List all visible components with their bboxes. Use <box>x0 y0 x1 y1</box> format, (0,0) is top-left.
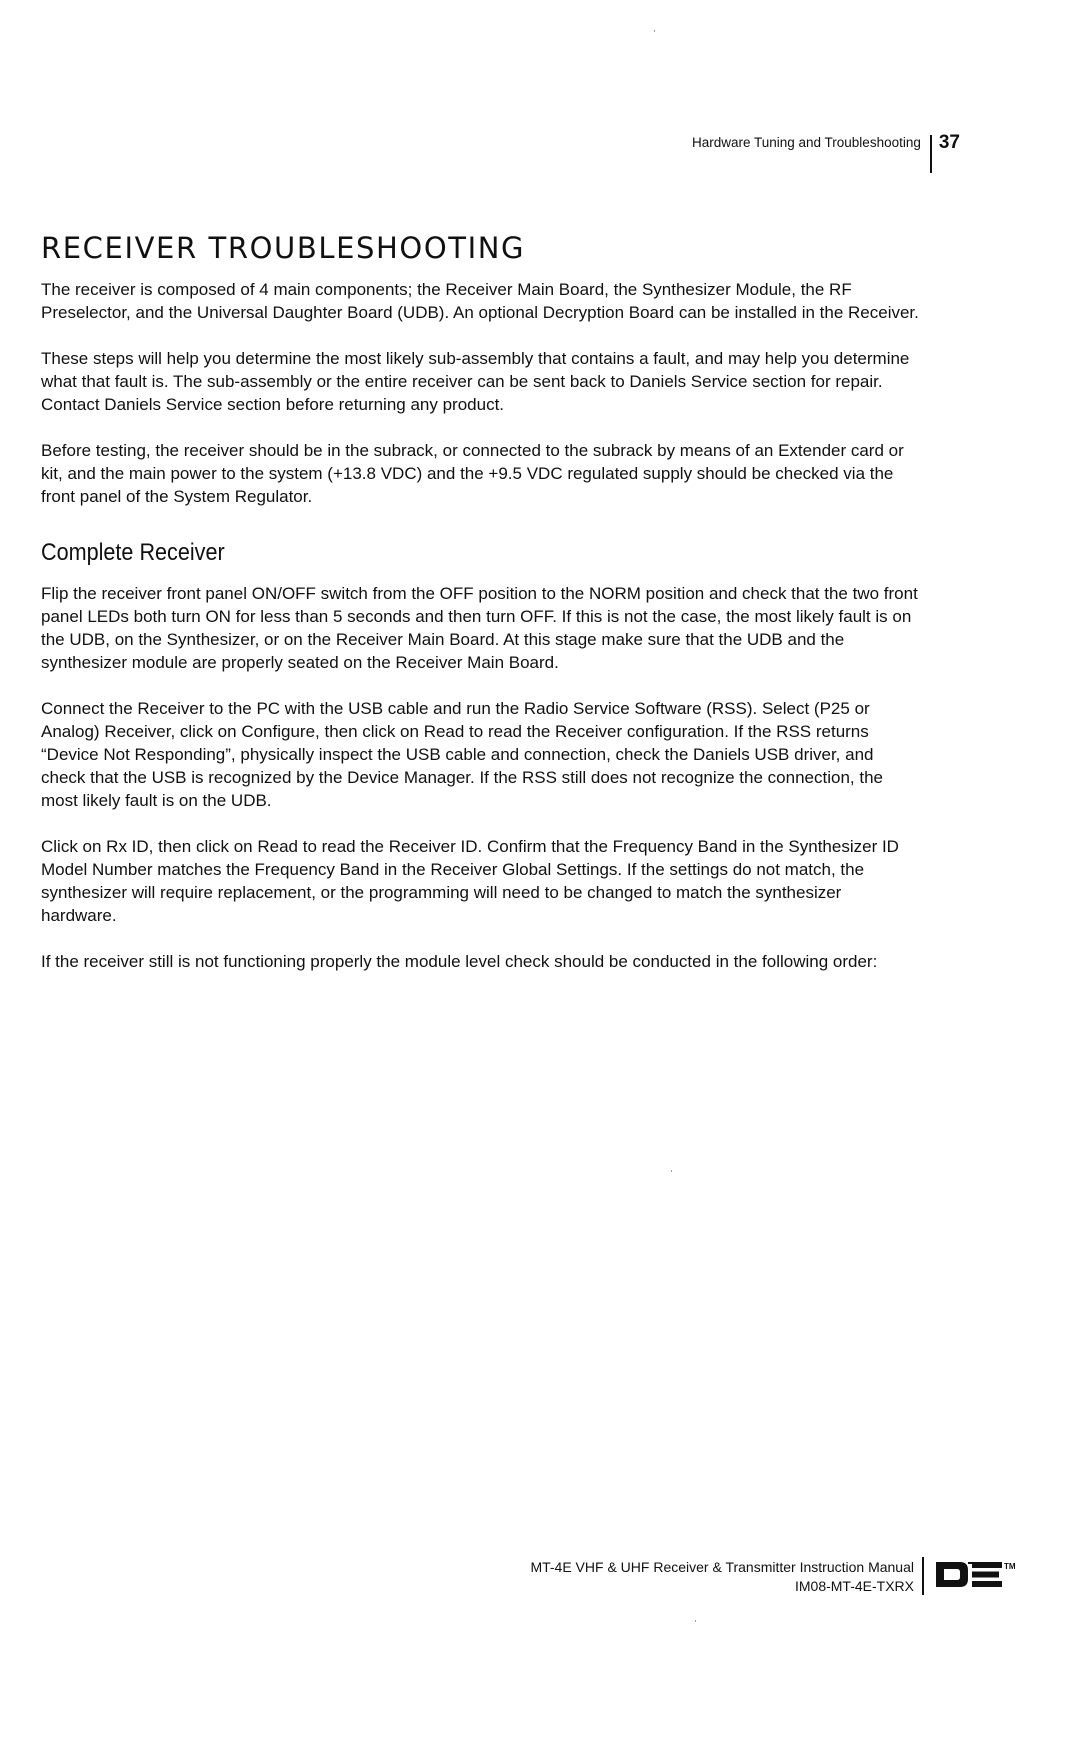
scan-speck <box>654 30 655 32</box>
header-section-name: Hardware Tuning and Troubleshooting <box>691 135 921 150</box>
footer-text <box>530 1557 922 1596</box>
daniels-logo-graphic <box>934 1561 1018 1589</box>
page-content <box>41 230 921 996</box>
intro-paragraph-2: These steps will help you determine the most likely sub-assembly that contains a fault, and may help you determine what that fault is. The sub-assembly or the entire receiver can be sent back to Daniels Service section for repair. Contact Daniels Service section before returning any product. <box>41 349 910 414</box>
footer-divider <box>922 1557 924 1595</box>
running-header <box>692 132 960 173</box>
section-paragraph-2: Connect the Receiver to the PC with the USB cable and run the Radio Service Software (RSS). Select (P25 or Analog) Receiver, click on Configure, then click on Read to read the Receiver configuration. If the RSS returns “Device Not Responding”, physically inspect the USB cable and connection, check the Daniels USB driver, and check that the USB is recognized by the Device Manager. If the RSS still does not recognize the connection, the most likely fault is on the UDB. <box>41 699 883 810</box>
intro-paragraph-1: The receiver is composed of 4 main components; the Receiver Main Board, the Synthesizer Module, the RF Preselector, and the Universal Daughter Board (UDB). An optional Decryption Board can be installed in the Receiver. <box>41 280 919 322</box>
trademark-mark: TM <box>1004 1562 1016 1571</box>
scan-speck <box>671 1170 672 1172</box>
daniels-logo-icon <box>934 1561 1018 1594</box>
page-footer <box>530 1557 1018 1596</box>
section-paragraph-4: If the receiver still is not functioning properly the module level check should be conducted in the following order: <box>41 952 878 971</box>
section-paragraph-1: Flip the receiver front panel ON/OFF switch from the OFF position to the NORM position and check that the two front panel LEDs both turn ON for less than 5 seconds and then turn OFF. If this is not the case, the most likely fault is on the UDB, on the Synthesizer, or on the Receiver Main Board. At this stage make sure that the UDB and the synthesizer module are properly seated on the Receiver Main Board. <box>41 584 918 672</box>
section-paragraph-3: Click on Rx ID, then click on Read to read the Receiver ID. Confirm that the Frequency Band in the Synthesizer ID Model Number matches the Frequency Band in the Receiver Global Settings. If the settings do not match, the synthesizer will require replacement, or the programming will need to be changed to match the synthesizer hardware. <box>41 837 899 925</box>
manual-title: MT-4E VHF & UHF Receiver & Transmitter Instruction Manual <box>530 1559 914 1575</box>
section-heading: Complete Receiver <box>41 539 225 566</box>
page-title: RECEIVER TROUBLESHOOTING <box>41 231 526 265</box>
scan-speck <box>695 1620 696 1622</box>
document-number: IM08-MT-4E-TXRX <box>794 1578 914 1594</box>
intro-paragraph-3: Before testing, the receiver should be in the subrack, or connected to the subrack by means of an Extender card or kit, and the main power to the system (+13.8 VDC) and the +9.5 VDC regulated supply should be checked via the front panel of the System Regulator. <box>41 441 904 506</box>
page-number: 37 <box>938 132 960 153</box>
